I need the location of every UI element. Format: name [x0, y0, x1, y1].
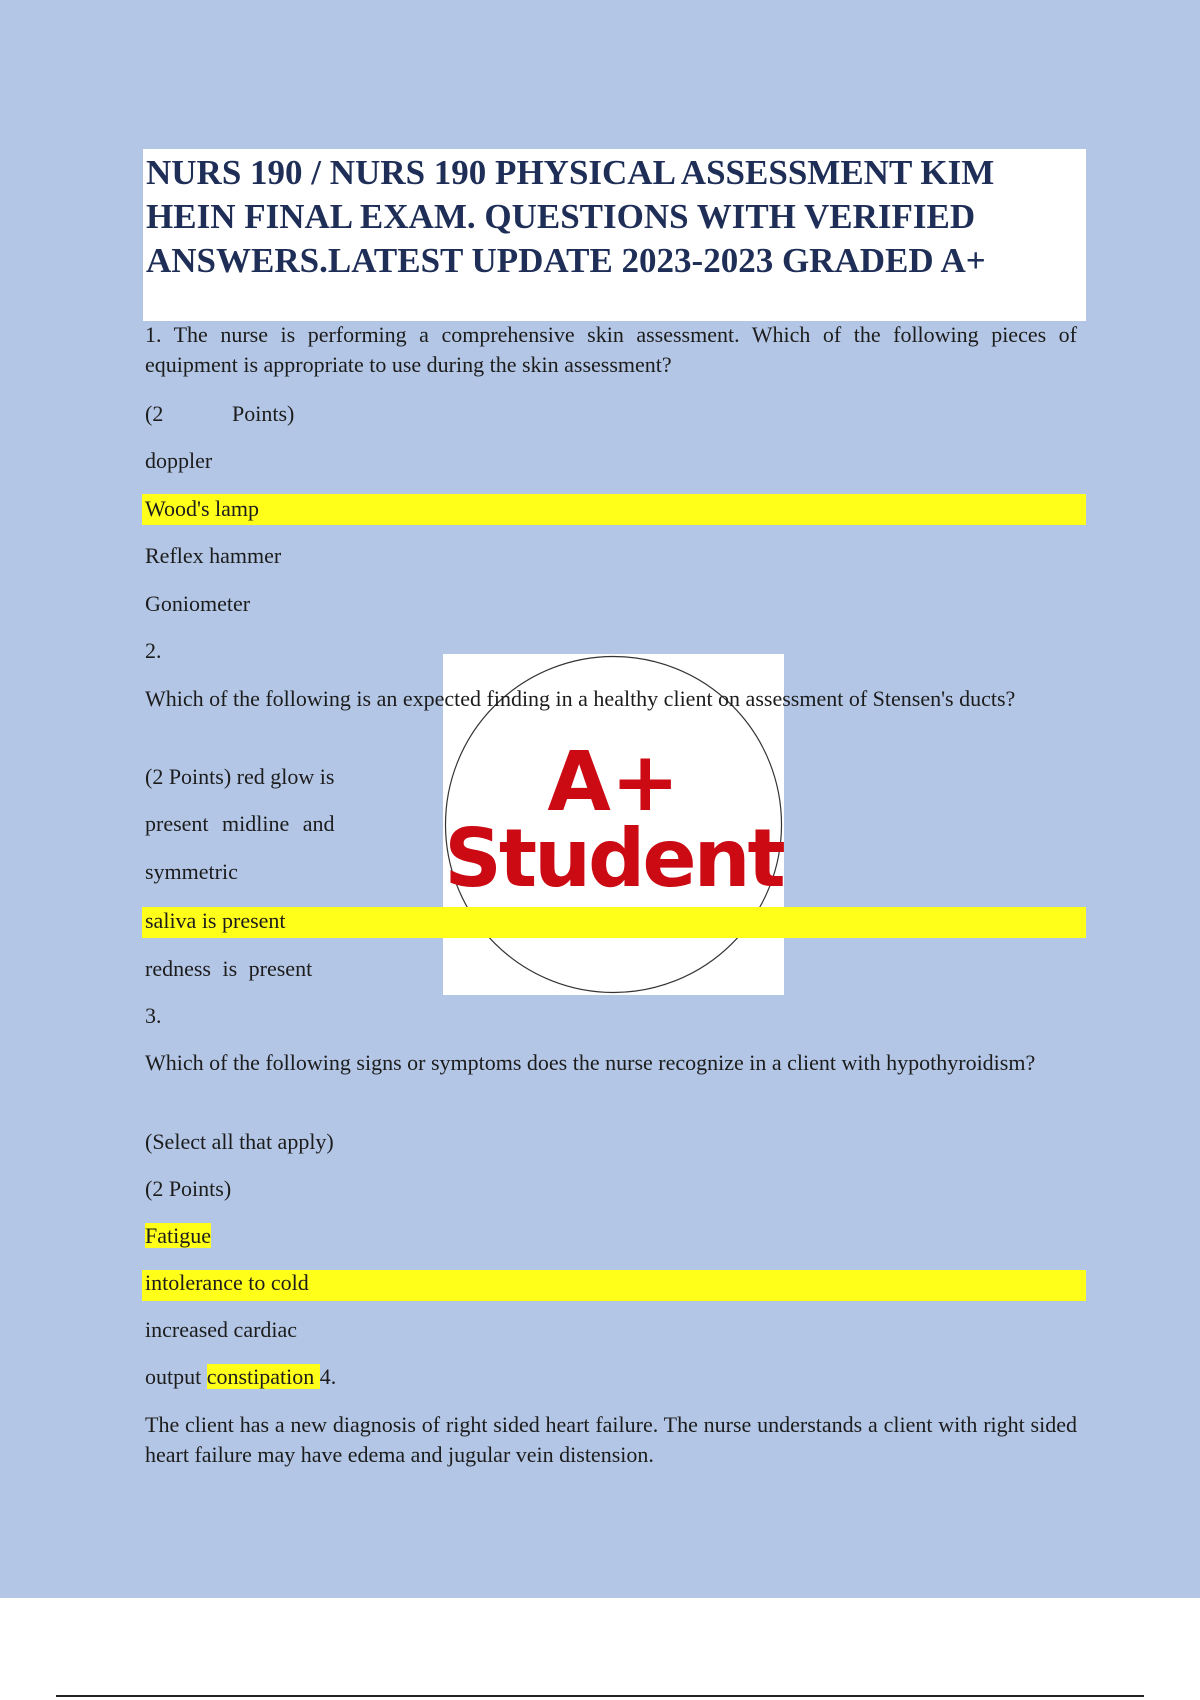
q4-number: 4.	[319, 1364, 337, 1389]
q3-number: 3.	[145, 1003, 162, 1028]
q1-stem: 1. The nurse is performing a comprehensive skin assessment. Which of the following pieces of equipment is appropriate to use during the skin assessment?	[145, 322, 1077, 377]
q3-option-1-text: Fatigue	[145, 1223, 211, 1248]
q2-number: 2.	[145, 638, 162, 663]
q1-option-1: doppler	[145, 448, 213, 473]
q1-option-3: Reflex hammer	[145, 543, 282, 568]
q3-stem: Which of the following signs or symptoms does the nurse recognize in a client with hypothyroidism?	[145, 1050, 1036, 1075]
q2-line-3: symmetric	[145, 859, 238, 884]
q2-stem: Which of the following is an expected finding in a healthy client on assessment of Stensen's ducts?	[145, 686, 1016, 711]
q1-option-2: Wood's lamp	[145, 496, 260, 521]
q1-points-number: (2	[145, 401, 164, 426]
q2-line-4: saliva is present	[145, 908, 286, 933]
title-box	[143, 149, 1086, 321]
q2-line-5: redness is present	[145, 956, 313, 981]
q2-line-2: present midline and	[145, 811, 335, 836]
watermark-line-2: Student	[444, 812, 783, 905]
q1-answer-highlight	[142, 494, 1086, 525]
q3-option-1	[145, 1221, 211, 1251]
q3-last-prefix: output	[145, 1364, 207, 1389]
q3-last-line	[145, 1362, 336, 1392]
q1-points	[145, 399, 445, 429]
q3-option-2: intolerance to cold	[145, 1270, 309, 1295]
document-title: NURS 190 / NURS 190 PHYSICAL ASSESSMENT KIM HEIN FINAL EXAM. QUESTIONS WITH VERIFIED ANSWERS.LATEST UPDATE 2023-2023 GRADED A+	[146, 153, 995, 280]
q1-points-word: Points)	[232, 401, 295, 426]
q2-line-1: (2 Points) red glow is	[145, 764, 335, 789]
q4-stem: The client has a new diagnosis of right sided heart failure. The nurse understands a client with right sided heart failure may have edema and jugular vein distension.	[145, 1412, 1077, 1467]
q3-points: (2 Points)	[145, 1176, 232, 1201]
q3-instruction: (Select all that apply)	[145, 1129, 334, 1154]
q3-option-constipation: constipation	[206, 1364, 320, 1389]
watermark-line-1: A+	[547, 735, 680, 830]
q3-option-3: increased cardiac	[145, 1317, 298, 1342]
q1-option-4: Goniometer	[145, 591, 251, 616]
footer-divider	[56, 1695, 1144, 1697]
